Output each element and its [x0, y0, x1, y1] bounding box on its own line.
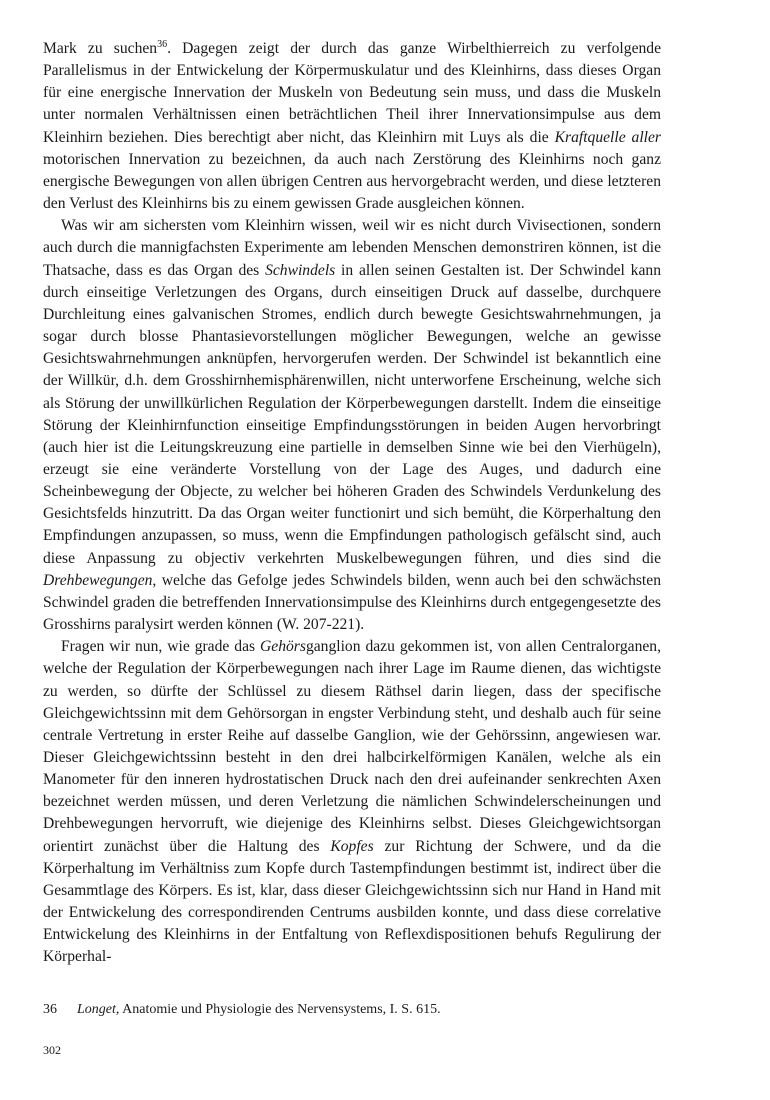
document-body: [43, 38, 661, 969]
paragraph-2-emphasis-1: Schwindels: [265, 261, 336, 279]
paragraph-3-text-c: zur Richtung der Schwere, und da die Körperhaltung im Verhältniss zum Kopfe durch Tastempfindungen bestimmt ist, indirect über die Gesammtlage des Körpers. Es ist, klar, dass dieser Gleichgewichtssinn sich nur Hand in Hand mit der Entwickelung des correspondirenden Centrums ausbilden konnte, und dass diese correlative Entwickelung des Kleinhirns in der Entfaltung von Reflexdispositionen behufs Regulirung der Körperhal-: [43, 837, 662, 966]
footnote: [43, 1000, 661, 1020]
paragraph-2-emphasis-2: Drehbewegungen: [43, 571, 153, 589]
paragraph-1: [43, 38, 661, 215]
paragraph-3-text-a: Fragen wir nun, wie grade das: [61, 638, 261, 656]
paragraph-2-text-b: in allen seinen Gestalten ist. Der Schwindel kann durch einseitige Verletzungen des Organs, durch einseitigen Druck auf dasselbe, durchquere Durchleitung eines galvanischen Stromes, endlich durch bewegte Gesichtswahrnehmungen, ja sogar durch blosse Phantasievorstellungen möglicher Bewegungen, welche an gewisse Gesichtswahrnehmungen anknüpfen, hervorgerufen werden. Der Schwindel ist bekanntlich eine der Willkür, d.h. dem Grosshirnhemisphärenwillen, nicht unterworfene Erscheinung, welche sich als Störung der unwillkürlichen Regulation der Körperbewegungen darstellt. Indem die einseitige Störung der Kleinhirnfunction einseitige Empfindungsstörungen in beiden Augen hervorbringt (auch hier ist die Leitungskreuzung eine partielle in demselben Sinne wie bei den Vierhügeln), erzeugt sie eine veränderte Vorstellung von der Lage des Auges, und dadurch eine Scheinbewegung der Objecte, zu welcher bei höheren Graden des Schwindels Verdunkelung des Gesichtsfelds hinzutritt. Da das Organ weiter functionirt und sich bemüht, die Körperhaltung den Empfindungen anzupassen, so muss, wenn die Empfindungen pathologisch gefälscht sind, auch diese Anpassung zu objectiv verkehrten Muskelbewegungen führen, und dies sind die: [43, 261, 661, 567]
paragraph-1-text-b: . Dagegen zeigt der durch das ganze Wirbelthierreich zu verfolgende Parallelismus in der Entwickelung der Körpermuskulatur und des Kleinhirns, dass dieses Organ für eine energische Innervation der Muskeln von Bedeutung sein muss, und dass die Muskeln unter normalen Verhältnissen einen beträchtlichen Theil ihrer Innervationsimpulse aus dem Kleinhirn beziehen. Dies berechtigt aber nicht, das Kleinhirn mit Luys als die: [43, 40, 661, 146]
paragraph-3-text-b: ganglion dazu gekommen ist, von allen Centralorganen, welche der Regulation der Körperbewegungen nach ihrer Lage im Raume dienen, das wichtigste zu werden, so dürfte der Schlüssel zu diesem Räthsel darin liegen, dass der specifische Gleichgewichtssinn mit dem Gehörsorgan in engster Verbindung steht, und deshalb auch für seine centrale Vertretung in erster Reihe auf dasselbe Ganglion, wie der Gehörssinn, angewiesen war. Dieser Gleichgewichtssinn besteht in den drei halbcirkelförmigen Kanälen, welche als ein Manometer für den inneren hydrostatischen Druck nach den drei aufeinander senkrechten Axen bezeichnet werden müssen, und deren Verletzung die nämlichen Schwindelerscheinungen und Drehbewegungen hervorruft, wie diejenige des Kleinhirns selbst. Dieses Gleichgewichtsorgan orientirt zunächst über die Haltung des: [43, 638, 661, 855]
footnote-reference: 36: [157, 38, 168, 50]
paragraph-3: [43, 636, 661, 968]
paragraph-2-text-c: , welche das Gefolge jedes Schwindels bilden, wenn auch bei den schwächsten Schwindel graden die betreffenden Innervationsimpulse des Kleinhirns durch entgegengesetzte des Grosshirns paralysirt werden können (W. 207-221).: [43, 571, 661, 634]
paragraph-2-text-a: Was wir am sichersten vom Kleinhirn wissen, weil wir es nicht durch Vivisectionen, sondern auch durch die mannigfachsten Experimente am lebenden Menschen demonstriren können, ist die Thatsache, dass es das Organ des: [43, 217, 661, 279]
paragraph-2: [43, 215, 661, 636]
paragraph-3-emphasis-2: Kopfes: [330, 837, 374, 855]
paragraph-1-text-a: Mark zu suchen: [43, 40, 158, 57]
footnote-text: , Anatomie und Physiologie des Nervensystems, I. S. 615.: [115, 1002, 441, 1017]
footnote-author: Longet: [77, 1002, 116, 1017]
page-number: 302: [43, 1043, 61, 1057]
footnote-number: 36: [43, 1002, 57, 1017]
paragraph-1-emphasis: Kraftquelle aller: [554, 128, 661, 146]
paragraph-3-emphasis-1: Gehörs: [260, 638, 306, 656]
paragraph-1-text-c: motorischen Innervation zu bezeichnen, da auch nach Zerstörung des Kleinhirns noch ganz energische Bewegungen von allen übrigen Centren aus hervorgebracht werden, und diese letzteren den Verlust des Kleinhirns bis zu einem gewissen Grade ausgleichen können.: [43, 150, 661, 213]
